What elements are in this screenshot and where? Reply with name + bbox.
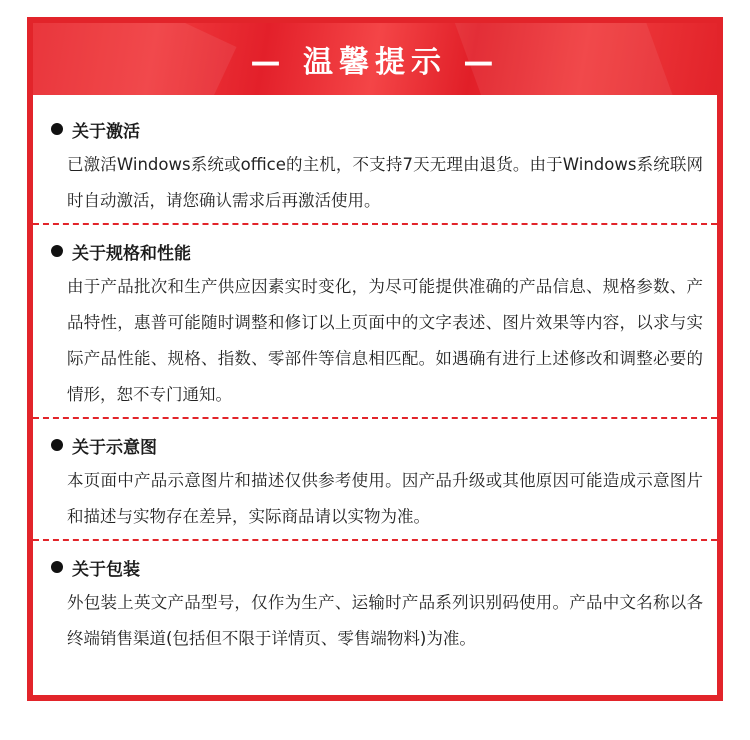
section-header (51, 111, 703, 147)
section-illustration (33, 427, 717, 535)
section-body: 已激活Windows系统或office的主机，不支持7天无理由退货。由于Windows系统联网时自动激活，请您确认需求后再激活使用。 (67, 155, 703, 210)
dashed-divider (33, 539, 717, 541)
section-header (51, 427, 703, 463)
section-body: 外包装上英文产品型号，仅作为生产、运输时产品系列识别码使用。产品中文名称以各终端销售渠道(包括但不限于详情页、零售端物料)为准。 (67, 593, 703, 648)
notice-frame (27, 17, 723, 701)
section-title: 关于规格和性能 (72, 243, 191, 264)
section-title: 关于示意图 (72, 437, 157, 458)
section-body: 本页面中产品示意图片和描述仅供参考使用。因产品升级或其他原因可能造成示意图片和描述与实物存在差异，实际商品请以实物为准。 (67, 471, 703, 526)
section-header (51, 233, 703, 269)
bullet-icon (51, 123, 63, 135)
section-header (51, 549, 703, 585)
section-title: 关于激活 (72, 121, 140, 142)
section-packaging (33, 549, 717, 657)
section-specs (33, 233, 717, 413)
notice-sections (33, 111, 717, 657)
section-activation (33, 111, 717, 219)
section-title: 关于包装 (72, 559, 140, 580)
bullet-icon (51, 439, 63, 451)
dashed-divider (33, 223, 717, 225)
bullet-icon (51, 245, 63, 257)
banner-title: — 温馨提示 — (250, 45, 500, 80)
bullet-icon (51, 561, 63, 573)
notice-banner (33, 23, 717, 95)
section-body: 由于产品批次和生产供应因素实时变化，为尽可能提供准确的产品信息、规格参数、产品特性，惠普可能随时调整和修订以上页面中的文字表述、图片效果等内容，以求与实际产品性能、规格、指数、零部件等信息相匹配。如遇确有进行上述修改和调整必要的情形，恕不专门通知。 (67, 277, 703, 404)
dashed-divider (33, 417, 717, 419)
